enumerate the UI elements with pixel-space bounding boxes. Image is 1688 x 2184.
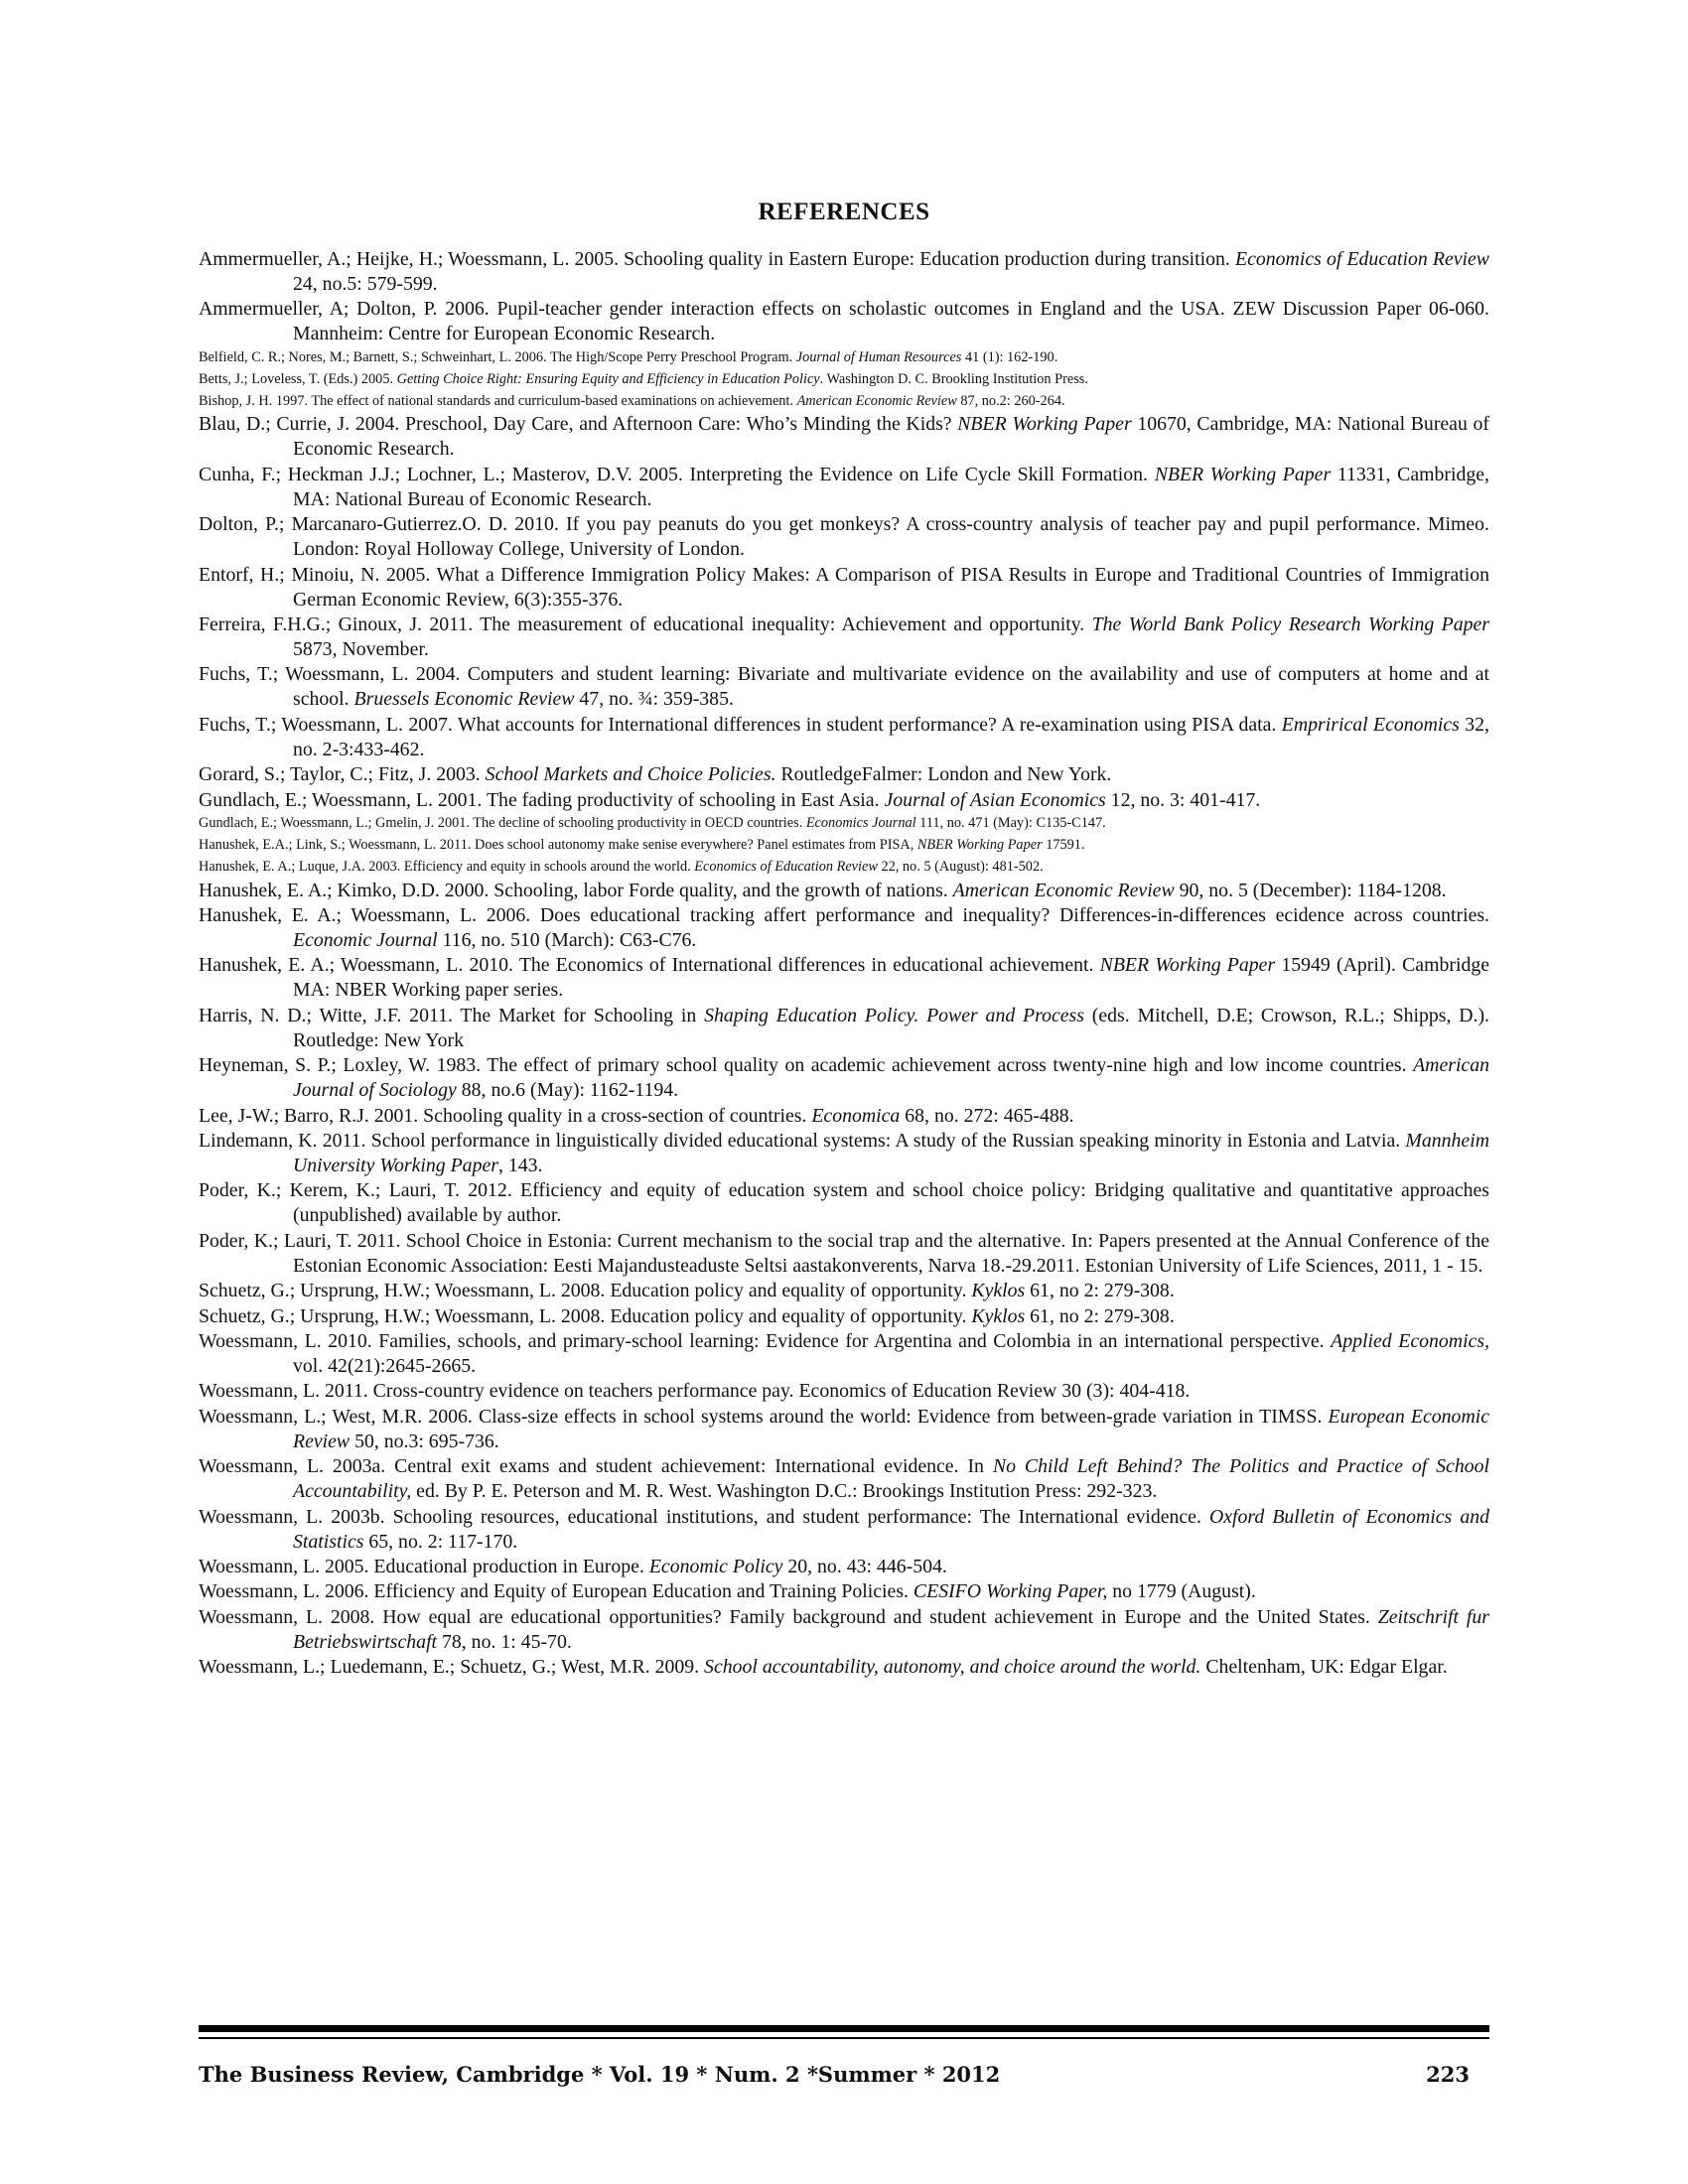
reference-text: Fuchs, T.; Woessmann, L. 2007. What accounts for International differences in student performance? A re-examination using PISA data. (199, 713, 1282, 736)
reference-text: 61, no 2: 279-308. (1025, 1304, 1175, 1327)
reference-entry (199, 1329, 1489, 1379)
reference-entry (199, 1579, 1489, 1604)
reference-text: Fuchs, T.; Woessmann, L. 2004. Computers and student learning: Bivariate and multivariate evidence on the availability and use of computers at home and at school. (199, 663, 1489, 711)
reference-text: 5873, November. (293, 638, 429, 661)
reference-source-title: American Economic Review (952, 879, 1175, 901)
reference-source-title: Mannheim University Working Paper (293, 1129, 1489, 1176)
reference-source-title: Journal of Asian Economics (884, 788, 1106, 811)
reference-entry (199, 1178, 1489, 1228)
footer-rule-thin (199, 2037, 1489, 2039)
reference-text: Gundlach, E.; Woessmann, L. 2001. The fading productivity of schooling in East Asia. (199, 788, 885, 811)
reference-text: 65, no. 2: 117-170. (363, 1530, 518, 1553)
reference-text: 50, no.3: 695-736. (350, 1430, 499, 1452)
reference-entry (199, 297, 1489, 346)
reference-source-title: Kyklos (971, 1280, 1026, 1302)
reference-text: 11331, Cambridge, MA: National Bureau of Economic Research. (293, 463, 1490, 510)
reference-source-title: School accountability, autonomy, and choice around the world. (704, 1656, 1201, 1679)
reference-text: Entorf, H.; Minoiu, N. 2005. What a Difference Immigration Policy Makes: A Comparison of PISA Results in Europe and Traditional Countries of Immigration German Economic Review, 6(3):355-376. (199, 563, 1489, 611)
reference-text: 111, no. 471 (May): C135-C147. (915, 814, 1106, 831)
footer-journal-title: The Business Review, Cambridge * Vol. 19 * Num. 2 *Summer * 2012 (199, 2062, 1001, 2087)
reference-entry (199, 412, 1489, 462)
reference-text: Lindemann, K. 2011. School performance in linguistically divided educational systems: A study of the Russian speaking minority in Estonia and Latvia. (199, 1129, 1406, 1152)
reference-entry (199, 391, 1489, 413)
reference-entry (199, 903, 1489, 953)
reference-entry (199, 1104, 1489, 1129)
reference-text: 47, no. ¾: 359-385. (574, 688, 734, 711)
reference-entry (199, 1505, 1489, 1555)
reference-text: 78, no. 1: 45-70. (437, 1630, 572, 1653)
reference-text: Woessmann, L. 2005. Educational production in Europe. (199, 1555, 649, 1577)
reference-text: Gorard, S.; Taylor, C.; Fitz, J. 2003. (199, 763, 486, 786)
reference-entry (199, 713, 1489, 762)
reference-entry (199, 1605, 1489, 1655)
reference-text: 12, no. 3: 401-417. (1105, 788, 1261, 811)
reference-entry (199, 857, 1489, 879)
reference-text: 41 (1): 162-190. (961, 348, 1058, 365)
reference-source-title: NBER Working Paper (1154, 463, 1332, 485)
reference-text: Woessmann, L. 2008. How equal are educational opportunities? Family background and student achievement in Europe and the United States. (199, 1605, 1378, 1628)
reference-entry (199, 1379, 1489, 1404)
reference-source-title: NBER Working Paper (957, 413, 1132, 436)
reference-entry (199, 1279, 1489, 1303)
reference-text: vol. 42(21):2645-2665. (293, 1354, 477, 1377)
reference-source-title: Bruessels Economic Review (353, 688, 575, 711)
reference-entry (199, 1405, 1489, 1454)
reference-text: 87, no.2: 260-264. (956, 392, 1065, 409)
reference-text: Woessmann, L.; West, M.R. 2006. Class-size effects in school systems around the world: Evidence from between-grade variation in TIMSS. (199, 1405, 1329, 1428)
reference-text: 116, no. 510 (March): C63-C76. (437, 929, 697, 952)
reference-entry (199, 813, 1489, 835)
reference-source-title: Kyklos (971, 1304, 1026, 1327)
reference-source-title: Economica (811, 1104, 901, 1127)
reference-text: (eds. Mitchell, D.E; Crowson, R.L.; Shipps, D.). Routledge: New York (293, 1004, 1490, 1051)
reference-text: , 143. (497, 1154, 543, 1176)
reference-entry (199, 762, 1489, 787)
reference-entry (199, 662, 1489, 712)
references-heading: REFERENCES (758, 199, 930, 225)
reference-text: 61, no 2: 279-308. (1025, 1280, 1175, 1302)
reference-text: RoutledgeFalmer: London and New York. (775, 763, 1112, 786)
reference-entry (199, 1304, 1489, 1329)
reference-entry (199, 1454, 1489, 1504)
reference-text: 24, no.5: 579-599. (293, 273, 438, 295)
reference-source-title: CESIFO Working Paper, (913, 1580, 1108, 1603)
reference-text: Schuetz, G.; Ursprung, H.W.; Woessmann, L. 2008. Education policy and equality of opportunity. (199, 1304, 972, 1327)
reference-entry (199, 788, 1489, 813)
reference-source-title: European Economic Review (293, 1405, 1490, 1452)
reference-text: Harris, N. D.; Witte, J.F. 2011. The Market for Schooling in (199, 1004, 705, 1026)
reference-source-title: Zeitschrift fur Betriebswirtschaft (293, 1605, 1490, 1653)
reference-text: 20, no. 43: 446-504. (782, 1555, 947, 1577)
reference-source-title: Shaping Education Policy. Power and Process (704, 1004, 1084, 1026)
reference-entry (199, 1555, 1489, 1579)
reference-source-title: American Economic Review (796, 392, 957, 409)
reference-text: Blau, D.; Currie, J. 2004. Preschool, Day Care, and Afternoon Care: Who’s Minding the Kids? (199, 413, 958, 436)
reference-text: no 1779 (August). (1107, 1580, 1256, 1603)
reference-text: Woessmann, L.; Luedemann, E.; Schuetz, G.; West, M.R. 2009. (199, 1656, 705, 1679)
reference-entry (199, 1004, 1489, 1053)
reference-entry (199, 347, 1489, 369)
reference-text: Heyneman, S. P.; Loxley, W. 1983. The effect of primary school quality on academic achievement across twenty-nine high and low income countries. (199, 1054, 1414, 1077)
reference-entry (199, 512, 1489, 562)
reference-text: Ammermueller, A.; Heijke, H.; Woessmann, L. 2005. Schooling quality in Eastern Europe: Education production during transition. (199, 248, 1236, 270)
reference-text: Hanushek, E. A.; Woessmann, L. 2006. Does educational tracking affert performance and inequality? Differences-in-differences ecidence across countries. (199, 904, 1489, 927)
reference-text: 22, no. 5 (August): 481-502. (877, 858, 1044, 875)
reference-source-title: Applied Economics, (1331, 1329, 1490, 1352)
reference-entry (199, 613, 1489, 662)
reference-source-title: Economic Journal (293, 929, 438, 952)
reference-source-title: NBER Working Paper (916, 836, 1043, 853)
reference-text: Cheltenham, UK: Edgar Elgar. (1200, 1656, 1448, 1679)
reference-source-title: Economic Policy (648, 1555, 783, 1577)
reference-source-title: The World Bank Policy Research Working Paper (1091, 614, 1489, 636)
reference-text: Hanushek, E. A.; Kimko, D.D. 2000. Schooling, labor Forde quality, and the growth of nations. (199, 879, 953, 901)
reference-source-title: Economics Journal (805, 814, 916, 831)
reference-list (199, 247, 1489, 1680)
reference-text: Woessmann, L. 2006. Efficiency and Equity of European Education and Training Policies. (199, 1580, 914, 1603)
reference-text: Woessmann, L. 2011. Cross-country evidence on teachers performance pay. Economics of Education Review 30 (3): 404-418. (199, 1380, 1191, 1403)
reference-text: Schuetz, G.; Ursprung, H.W.; Woessmann, L. 2008. Education policy and equality of opportunity. (199, 1280, 972, 1302)
reference-text: Poder, K.; Kerem, K.; Lauri, T. 2012. Efficiency and equity of education system and school choice policy: Bridging qualitative and quantitative approaches (unpublished) available by author. (199, 1179, 1489, 1227)
reference-source-title: Getting Choice Right: Ensuring Equity and Efficiency in Education Policy (396, 370, 820, 387)
reference-text: Bishop, J. H. 1997. The effect of national standards and curriculum-based examinations on achievement. (199, 392, 797, 409)
footer-rule-thick (199, 2025, 1489, 2032)
reference-text: 88, no.6 (May): 1162-1194. (456, 1079, 679, 1102)
reference-entry (199, 1129, 1489, 1178)
reference-source-title: NBER Working Paper (1099, 954, 1276, 977)
reference-entry (199, 1053, 1489, 1103)
reference-text: 10670, Cambridge, MA: National Bureau of Economic Research. (293, 413, 1489, 461)
reference-entry (199, 463, 1489, 512)
reference-text: Woessmann, L. 2003a. Central exit exams and student achievement: International evidence. In (199, 1455, 993, 1478)
reference-text: 17591. (1042, 836, 1085, 853)
reference-entry (199, 247, 1489, 297)
reference-text: Lee, J-W.; Barro, R.J. 2001. Schooling quality in a cross-section of countries. (199, 1104, 812, 1127)
reference-text: 90, no. 5 (December): 1184-1208. (1174, 879, 1447, 901)
reference-entry (199, 1655, 1489, 1680)
page-footer (199, 2062, 1489, 2096)
reference-source-title: Economics of Education Review (694, 858, 878, 875)
reference-source-title: Journal of Human Resources (795, 348, 962, 365)
page-number: 223 (1426, 2062, 1470, 2087)
reference-text: Ferreira, F.H.G.; Ginoux, J. 2011. The measurement of educational inequality: Achievement and opportunity. (199, 614, 1092, 636)
reference-entry (199, 369, 1489, 391)
reference-source-title: Oxford Bulletin of Economics and Statistics (293, 1505, 1489, 1553)
reference-text: Betts, J.; Loveless, T. (Eds.) 2005. (199, 370, 397, 387)
reference-text: Ammermueller, A; Dolton, P. 2006. Pupil-teacher gender interaction effects on scholastic outcomes in England and the USA. ZEW Discussion Paper 06-060. Mannheim: Centre for European Economic Research. (199, 298, 1489, 345)
reference-text: Hanushek, E.A.; Link, S.; Woessmann, L. 2011. Does school autonomy make senise everywhere? Panel estimates from PISA, (199, 836, 917, 853)
reference-text: . Washington D. C. Brookling Institution Press. (819, 370, 1088, 387)
reference-text: Cunha, F.; Heckman J.J.; Lochner, L.; Masterov, D.V. 2005. Interpreting the Evidence on Life Cycle Skill Formation. (199, 463, 1155, 485)
reference-text: 15949 (April). Cambridge MA: NBER Working paper series. (293, 954, 1490, 1002)
reference-source-title: Emprirical Economics (1281, 713, 1460, 736)
reference-entry (199, 835, 1489, 857)
reference-text: 32, no. 2-3:433-462. (293, 713, 1489, 760)
reference-text: Belfield, C. R.; Nores, M.; Barnett, S.; Schweinhart, L. 2006. The High/Scope Perry Preschool Program. (199, 348, 796, 365)
reference-text: Gundlach, E.; Woessmann, L.; Gmelin, J. 2001. The decline of schooling productivity in OECD countries. (199, 814, 806, 831)
reference-source-title: American Journal of Sociology (293, 1054, 1489, 1102)
reference-entry (199, 1229, 1489, 1279)
reference-entry (199, 563, 1489, 613)
reference-text: Hanushek, E. A.; Woessmann, L. 2010. The Economics of International differences in educational achievement. (199, 954, 1100, 977)
reference-entry (199, 879, 1489, 903)
reference-source-title: Economics of Education Review (1235, 248, 1490, 270)
reference-text: Dolton, P.; Marcanaro-Gutierrez.O. D. 2010. If you pay peanuts do you get monkeys? A cross-country analysis of teacher pay and pupil performance. Mimeo. London: Royal Holloway College, University of London. (199, 513, 1489, 561)
reference-text: Hanushek, E. A.; Luque, J.A. 2003. Efficiency and equity in schools around the world. (199, 858, 695, 875)
reference-text: Woessmann, L. 2003b. Schooling resources, educational institutions, and student performance: The International evidence. (199, 1505, 1209, 1528)
reference-entry (199, 953, 1489, 1003)
reference-text: Poder, K.; Lauri, T. 2011. School Choice in Estonia: Current mechanism to the social trap and the alternative. In: Papers presented at the Annual Conference of the Estonian Economic Association: Eesti Majandusteaduste Seltsi aastakonverents, Narva 18.-29.2011. Estonian University of Life Sciences, 2011, 1 - 15. (199, 1229, 1489, 1277)
reference-text: ed. By P. E. Peterson and M. R. West. Washington D.C.: Brookings Institution Press: 292-323. (411, 1480, 1158, 1503)
reference-text: Woessmann, L. 2010. Families, schools, and primary-school learning: Evidence for Argentina and Colombia in an international perspective. (199, 1329, 1332, 1352)
reference-source-title: School Markets and Choice Policies. (485, 763, 776, 786)
reference-source-title: No Child Left Behind? The Politics and Practice of School Accountability, (293, 1455, 1490, 1503)
reference-text: 68, no. 272: 465-488. (900, 1104, 1074, 1127)
